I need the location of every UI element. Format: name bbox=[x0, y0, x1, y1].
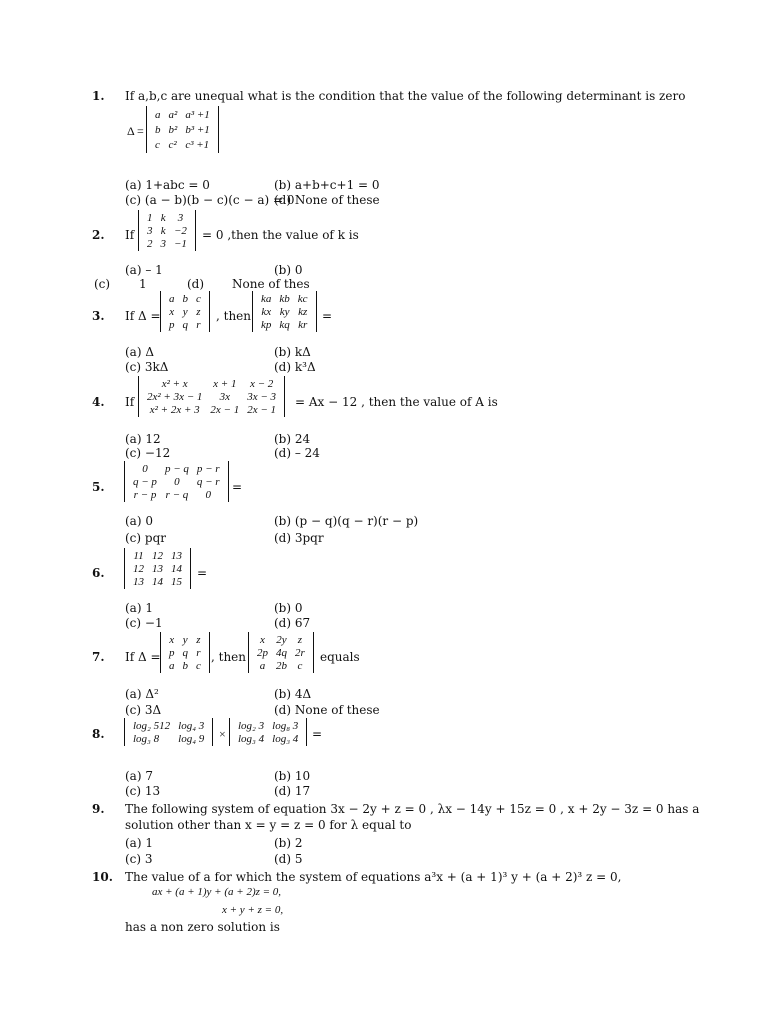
matrix-cell: x bbox=[169, 633, 175, 646]
option: 1 bbox=[139, 277, 147, 291]
matrix-cell: a bbox=[169, 292, 175, 305]
question-text: The following system of equation 3x − 2y + z = 0 , λx − 14y + 15z = 0 , x + 2y − 3z = 0 has a bbox=[125, 802, 700, 816]
matrix-cell: q − p bbox=[133, 475, 157, 488]
matrix-cell: log₃ 8 bbox=[133, 732, 160, 745]
matrix-row bbox=[143, 224, 191, 237]
matrix-row bbox=[253, 659, 309, 672]
matrix-cell: log₈ 3 bbox=[272, 719, 299, 732]
matrix-cell: 3x − 3 bbox=[247, 390, 277, 403]
question-suffix: = bbox=[232, 480, 243, 494]
matrix-cell: 13 bbox=[152, 562, 163, 575]
matrix-cell: a bbox=[169, 659, 175, 672]
question-number: 10. bbox=[92, 870, 113, 884]
question-middle: , then bbox=[216, 309, 252, 323]
question-text-2: has a non zero solution is bbox=[125, 920, 280, 934]
matrix-cell: ky bbox=[279, 305, 290, 318]
question-middle: , then bbox=[211, 650, 247, 664]
matrix-cell: log₃ 4 bbox=[238, 732, 265, 745]
matrix-cell: z bbox=[196, 633, 201, 646]
option: (b) 2 bbox=[274, 836, 303, 850]
matrix-cell: kr bbox=[298, 318, 308, 331]
option: (c) −12 bbox=[125, 446, 171, 460]
matrix-cell: b bbox=[182, 659, 188, 672]
matrix-cell: kz bbox=[298, 305, 308, 318]
question-number: 7. bbox=[92, 650, 105, 664]
question-prefix: If bbox=[125, 395, 135, 409]
matrix-row bbox=[129, 462, 224, 475]
matrix-cell: q − r bbox=[196, 475, 220, 488]
option: (a) 1 bbox=[125, 601, 153, 615]
matrix-cell: kb bbox=[279, 292, 290, 305]
matrix-cell: p bbox=[169, 646, 175, 659]
matrix-cell: 2x − 1 bbox=[210, 403, 240, 416]
matrix-cell: 14 bbox=[171, 562, 182, 575]
matrix-cell: p − q bbox=[164, 462, 189, 475]
matrix-cell: a³ +1 bbox=[185, 108, 210, 121]
question-suffix: = 0 ,then the value of k is bbox=[202, 228, 359, 242]
option: (b) a+b+c+1 = 0 bbox=[274, 178, 380, 192]
matrix-cell: c³ +1 bbox=[185, 138, 210, 151]
matrix-cell: ka bbox=[261, 292, 272, 305]
option: (d) None of these bbox=[274, 193, 380, 207]
equation-line: x + y + z = 0, bbox=[222, 904, 284, 916]
matrix-cell: c bbox=[196, 292, 201, 305]
question-suffix: = Ax − 12 , then the value of A is bbox=[295, 395, 498, 409]
determinant bbox=[160, 632, 210, 673]
option: (c) bbox=[94, 277, 111, 291]
option: (d) None of these bbox=[274, 703, 380, 717]
determinant-2 bbox=[252, 291, 317, 332]
determinant bbox=[124, 461, 229, 502]
matrix-cell: 3 bbox=[177, 211, 184, 224]
matrix-row bbox=[143, 211, 191, 224]
matrix-row bbox=[165, 646, 205, 659]
option: (b) 4Δ bbox=[274, 687, 312, 701]
question-text-2: solution other than x = y = z = 0 for λ equal to bbox=[125, 818, 412, 832]
matrix-cell: 13 bbox=[171, 549, 182, 562]
matrix-cell: k bbox=[160, 211, 166, 224]
option: (c) pqr bbox=[125, 531, 166, 545]
determinant bbox=[124, 718, 213, 746]
matrix-cell: q bbox=[182, 646, 188, 659]
matrix-cell: log₄ 9 bbox=[178, 732, 205, 745]
matrix-cell: 2b bbox=[276, 659, 287, 672]
matrix-row bbox=[151, 137, 214, 152]
matrix-cell: a bbox=[259, 659, 266, 672]
matrix-cell: c bbox=[155, 138, 160, 151]
matrix-cell: r − q bbox=[165, 488, 189, 501]
option: (a) – 1 bbox=[125, 263, 163, 277]
matrix-row bbox=[129, 732, 208, 745]
matrix-cell: x + 1 bbox=[213, 377, 237, 390]
option: (b) 0 bbox=[274, 601, 303, 615]
option: (c) (a − b)(b − c)(c − a) = 0 bbox=[125, 193, 295, 207]
matrix-cell: 0 bbox=[142, 462, 148, 475]
matrix-row bbox=[151, 107, 214, 122]
matrix-cell: 3 bbox=[160, 237, 166, 250]
matrix-cell: 2 bbox=[147, 237, 153, 250]
question-suffix: = bbox=[197, 566, 208, 580]
matrix-cell: 13 bbox=[133, 575, 144, 588]
matrix-cell: 2p bbox=[257, 646, 268, 659]
matrix-cell: 14 bbox=[152, 575, 163, 588]
question-prefix: If Δ = bbox=[125, 650, 161, 664]
matrix-row bbox=[129, 475, 224, 488]
matrix-cell: x − 2 bbox=[249, 377, 274, 390]
matrix-row bbox=[234, 719, 302, 732]
question-number: 1. bbox=[92, 89, 105, 103]
option: (a) 12 bbox=[125, 432, 161, 446]
matrix-row bbox=[143, 390, 280, 403]
matrix-cell: r − p bbox=[133, 488, 157, 501]
matrix-cell: 0 bbox=[174, 475, 180, 488]
matrix-cell: 12 bbox=[133, 562, 144, 575]
matrix-cell: log₂ 512 bbox=[133, 719, 171, 732]
matrix-row bbox=[165, 305, 205, 318]
matrix-cell: y bbox=[182, 305, 188, 318]
matrix-cell: 2y bbox=[276, 633, 287, 646]
question-text: If a,b,c are unequal what is the condition that the value of the following determinant is zero bbox=[125, 89, 686, 103]
matrix-row bbox=[165, 318, 205, 331]
matrix-cell: z bbox=[196, 305, 201, 318]
determinant bbox=[160, 291, 210, 332]
determinant-2 bbox=[229, 718, 307, 746]
matrix-cell: y bbox=[182, 633, 188, 646]
matrix-cell: 3x bbox=[219, 390, 231, 403]
option: (d) 67 bbox=[274, 616, 311, 630]
matrix-cell: c bbox=[196, 659, 201, 672]
matrix-cell: a bbox=[155, 108, 161, 121]
matrix-cell: b² bbox=[168, 123, 178, 136]
matrix-row bbox=[151, 122, 214, 137]
option: (d) 17 bbox=[274, 784, 311, 798]
question-suffix: equals bbox=[320, 650, 360, 664]
option: (c) 3kΔ bbox=[125, 360, 169, 374]
option: None of thes bbox=[232, 277, 310, 291]
matrix-cell: kq bbox=[279, 318, 290, 331]
matrix-row bbox=[253, 633, 309, 646]
determinant bbox=[124, 548, 191, 589]
question-suffix: = bbox=[312, 727, 323, 741]
matrix-cell: kc bbox=[297, 292, 308, 305]
matrix-cell: r bbox=[196, 318, 201, 331]
matrix-row bbox=[129, 549, 186, 562]
option: (d) bbox=[187, 277, 205, 291]
option: (b) 10 bbox=[274, 769, 311, 783]
matrix-row bbox=[257, 292, 312, 305]
matrix-cell: kx bbox=[261, 305, 272, 318]
determinant bbox=[138, 376, 285, 417]
matrix-row bbox=[143, 237, 191, 250]
option: (b) 24 bbox=[274, 432, 311, 446]
question-number: 8. bbox=[92, 727, 105, 741]
option: (c) −1 bbox=[125, 616, 163, 630]
matrix-cell: −1 bbox=[174, 237, 187, 250]
matrix-row bbox=[165, 659, 205, 672]
option: (d) – 24 bbox=[274, 446, 320, 460]
matrix-cell: 2r bbox=[295, 646, 305, 659]
question-number: 3. bbox=[92, 309, 105, 323]
matrix-cell: b bbox=[155, 123, 161, 136]
matrix-cell: x bbox=[169, 305, 175, 318]
matrix-row bbox=[257, 305, 312, 318]
option: (a) 0 bbox=[125, 514, 153, 528]
option: (d) k³Δ bbox=[274, 360, 316, 374]
option: (d) 3pqr bbox=[274, 531, 324, 545]
matrix-cell: 3 bbox=[147, 224, 153, 237]
option: (b) 0 bbox=[274, 263, 303, 277]
option: (b) kΔ bbox=[274, 345, 311, 359]
matrix-cell: z bbox=[297, 633, 303, 646]
matrix-cell: p bbox=[169, 318, 175, 331]
matrix-cell: x² + x bbox=[161, 377, 188, 390]
matrix-cell: a² bbox=[168, 108, 178, 121]
matrix-cell: 4q bbox=[276, 646, 287, 659]
matrix-cell: r bbox=[196, 646, 201, 659]
option: (c) 3 bbox=[125, 852, 153, 866]
equation-line: ax + (a + 1)y + (a + 2)z = 0, bbox=[152, 886, 282, 898]
times-symbol: × bbox=[219, 727, 226, 741]
question-prefix: If Δ = bbox=[125, 309, 161, 323]
option: (b) (p − q)(q − r)(r − p) bbox=[274, 514, 419, 528]
matrix-row bbox=[143, 403, 280, 416]
matrix-cell: 0 bbox=[205, 488, 211, 501]
question-number: 4. bbox=[92, 395, 105, 409]
matrix-cell: 1 bbox=[147, 211, 153, 224]
determinant bbox=[138, 210, 196, 251]
matrix-row bbox=[234, 732, 302, 745]
matrix-cell: kp bbox=[261, 318, 272, 331]
question-number: 9. bbox=[92, 802, 105, 816]
question-number: 2. bbox=[92, 228, 105, 242]
matrix-row bbox=[165, 633, 205, 646]
matrix-cell: q bbox=[182, 318, 188, 331]
determinant bbox=[146, 106, 219, 153]
option: (c) 3Δ bbox=[125, 703, 162, 717]
option: (a) 1 bbox=[125, 836, 153, 850]
matrix-cell: log₄ 3 bbox=[178, 719, 205, 732]
matrix-cell: 12 bbox=[152, 549, 163, 562]
option: (a) Δ² bbox=[125, 687, 159, 701]
question-prefix: If bbox=[125, 228, 135, 242]
matrix-row bbox=[129, 562, 186, 575]
question-suffix: = bbox=[322, 309, 333, 323]
matrix-cell: x² + 2x + 3 bbox=[149, 403, 200, 416]
matrix-row bbox=[129, 488, 224, 501]
question-number: 6. bbox=[92, 566, 105, 580]
option: (a) 7 bbox=[125, 769, 153, 783]
question-text: The value of a for which the system of equations a³x + (a + 1)³ y + (a + 2)³ z = 0, bbox=[125, 870, 622, 884]
matrix-cell: log₂ 3 bbox=[238, 719, 265, 732]
matrix-row bbox=[143, 377, 280, 390]
option: (a) 1+abc = 0 bbox=[125, 178, 210, 192]
determinant-2 bbox=[248, 632, 314, 673]
matrix-row bbox=[253, 646, 309, 659]
matrix-row bbox=[165, 292, 205, 305]
matrix-cell: 2x − 1 bbox=[247, 403, 277, 416]
matrix-cell: c² bbox=[168, 138, 177, 151]
matrix-cell: 15 bbox=[171, 575, 182, 588]
matrix-cell: x bbox=[260, 633, 265, 646]
option: (c) 13 bbox=[125, 784, 161, 798]
matrix-cell: c bbox=[297, 659, 303, 672]
question-number: 5. bbox=[92, 480, 105, 494]
matrix-row bbox=[257, 318, 312, 331]
option: (a) Δ bbox=[125, 345, 154, 359]
matrix-cell: b bbox=[182, 292, 188, 305]
matrix-row bbox=[129, 719, 208, 732]
option: (d) 5 bbox=[274, 852, 303, 866]
matrix-cell: 11 bbox=[133, 549, 144, 562]
delta-symbol: Δ = bbox=[127, 124, 144, 138]
matrix-cell: 2x² + 3x − 1 bbox=[147, 390, 203, 403]
matrix-cell: b³ +1 bbox=[185, 123, 210, 136]
matrix-cell: log₃ 4 bbox=[272, 732, 299, 745]
matrix-cell: p − r bbox=[196, 462, 220, 475]
matrix-cell: −2 bbox=[174, 224, 187, 237]
matrix-row bbox=[129, 575, 186, 588]
matrix-cell: k bbox=[160, 224, 166, 237]
